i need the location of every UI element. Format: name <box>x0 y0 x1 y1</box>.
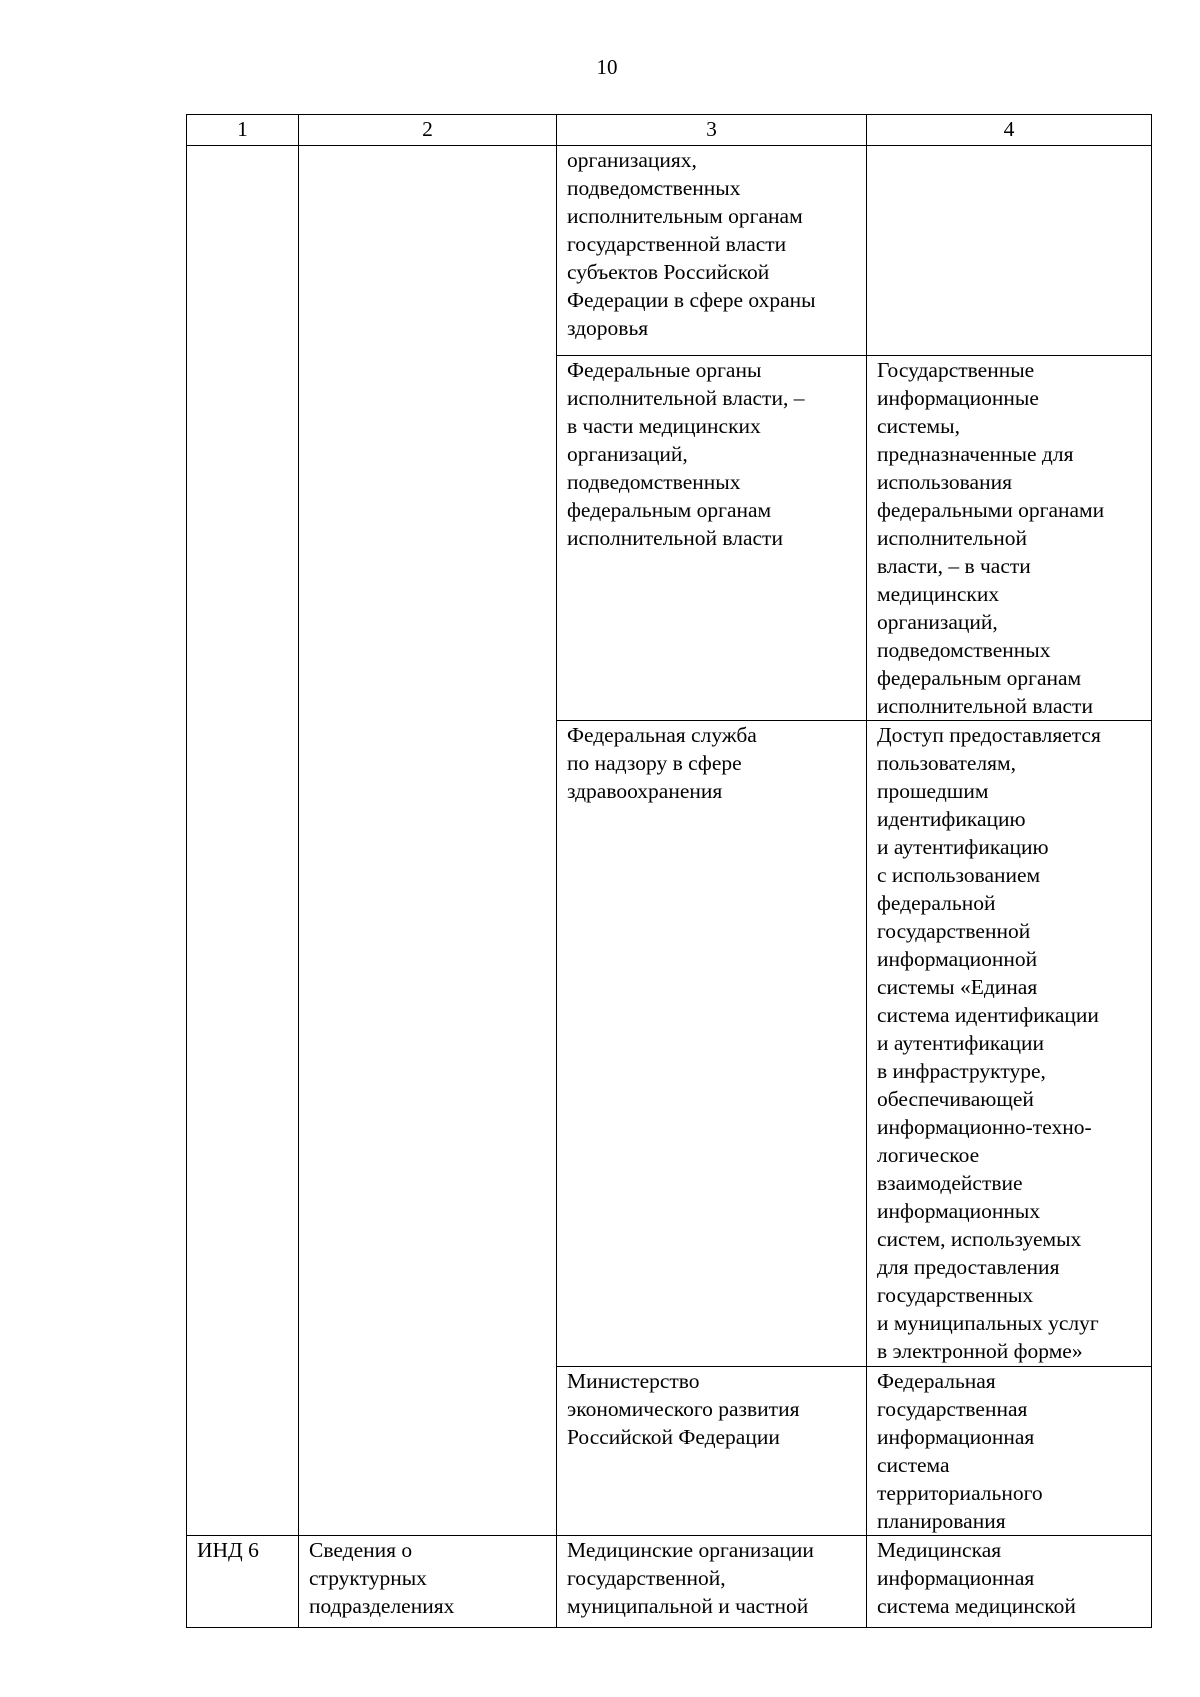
table-row <box>187 146 1152 356</box>
table-header-row <box>187 115 1152 146</box>
column-header-1: 1 <box>187 115 299 146</box>
table-cell-col3: организациях, подведомственных исполнительным органам государственной власти субъектов Российской Федерации в сфере охраны здоровья <box>557 146 867 356</box>
table-cell-col4: Государственные информационные системы, предназначенные для использования федеральными органами исполнительной власти, – в части медицинских организаций, подведомственных федеральным органам исполнительной власти <box>867 356 1152 721</box>
table-cell-col4: Медицинская информационная система медицинской <box>867 1536 1152 1628</box>
table-cell-col4: Доступ предоставляется пользователям, прошедшим идентификацию и аутентификацию с использованием федеральной государственной информационной системы «Единая система идентификации и аутентификации в инфраструктуре, обеспечивающей информационно-техно- логическое взаимодействие информационных систем, используемых для предоставления государственных и муниципальных услуг в электронной форме» <box>867 721 1152 1367</box>
table-cell-col3: Министерство экономического развития Российской Федерации <box>557 1367 867 1536</box>
table-row <box>187 1536 1152 1628</box>
table-cell-col4 <box>867 146 1152 356</box>
table-cell-col2 <box>299 146 557 1536</box>
column-header-2: 2 <box>299 115 557 146</box>
table-cell-col3: Федеральная служба по надзору в сфере здравоохранения <box>557 721 867 1367</box>
table-cell-col3: Федеральные органы исполнительной власти, – в части медицинских организаций, подведомственных федеральным органам исполнительной власти <box>557 356 867 721</box>
table-cell-col2: Сведения о структурных подразделениях <box>299 1536 557 1628</box>
table-cell-col3: Медицинские организации государственной, муниципальной и частной <box>557 1536 867 1628</box>
table-cell-col1: ИНД 6 <box>187 1536 299 1628</box>
column-header-4: 4 <box>867 115 1152 146</box>
table-cell-col4: Федеральная государственная информационная система территориального планирования <box>867 1367 1152 1536</box>
table-cell-col1 <box>187 146 299 1536</box>
data-table <box>186 114 1152 1628</box>
page-number: 10 <box>596 55 618 79</box>
column-header-3: 3 <box>557 115 867 146</box>
